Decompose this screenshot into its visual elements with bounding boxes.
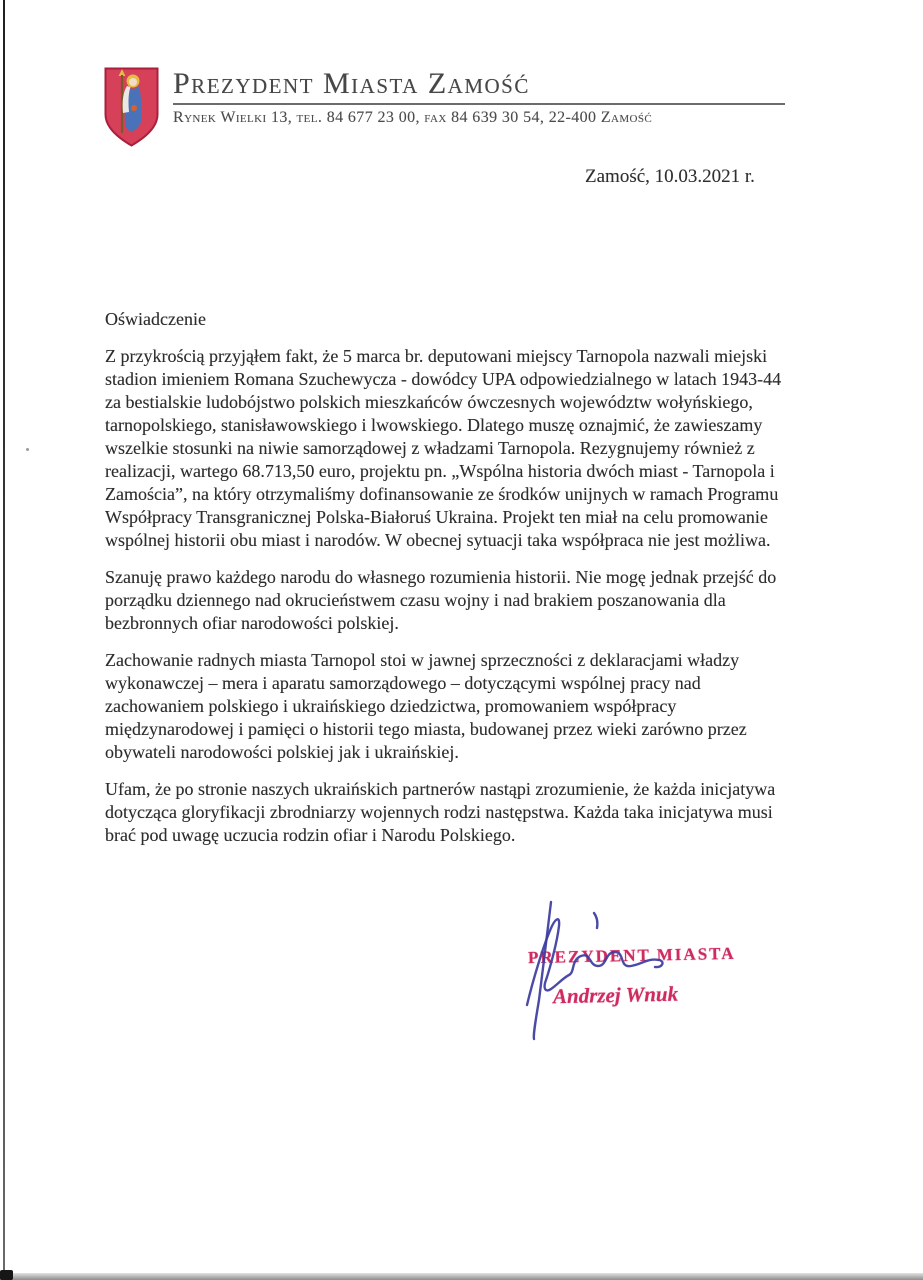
handwritten-signature-ink-icon [500,888,745,1053]
text-line: zachowaniem polskiego i ukraińskiego dziedzictwa, promowaniem współpracy [105,696,677,716]
paragraph [105,566,850,635]
sender-title: Prezydent Miasta Zamość [173,67,530,100]
text-line: Z przykrością przyjąłem fakt, że 5 marca br. deputowani miejscy Tarnopola nazwali miejski [105,346,768,366]
letterhead [103,66,785,148]
letter-date: Zamość, 10.03.2021 r. [585,166,755,187]
zamosc-coat-of-arms-icon [103,66,160,148]
text-line: międzynarodowej i pamięci o historii tego miasta, budowanej przez wieki zarówno przez [105,719,747,739]
text-line: Ufam, że po stronie naszych ukraińskich partnerów nastąpi zrozumienie, że każda inicjatywa [105,779,776,799]
scan-edge-artifact-bottom [0,1273,923,1280]
text-line: tarnopolskiego, stanisławowskiego i lwowskiego. Dlatego muszę oznajmić, że zawieszamy [105,415,763,435]
text-line: realizacji, wartego 68.713,50 euro, projektu pn. „Wspólna historia dwóch miast - Tarnopola i [105,461,775,481]
text-line: stadion imieniem Romana Szuchewycza - dowódcy UPA odpowiedzialnego w latach 1943-44 [105,369,782,389]
text-line: porządku dziennego nad okrucieństwem czasu wojny i nad brakiem poszanowania dla [105,590,726,610]
paragraph [105,778,850,847]
text-line: obywateli narodowości polskiej jak i ukraińskiej. [105,742,459,762]
scan-artifact-blob [0,1270,13,1280]
stamp-office-title: PREZYDENT MIASTA [527,943,736,968]
scan-edge-artifact-left [3,0,5,1274]
letter-body [105,308,850,861]
text-line: wykonawczej – mera i aparatu samorządowego – dotyczącymi wspólnej pracy nad [105,673,701,693]
text-line: wszelkie stosunki na niwie samorządowej z władzami Tarnopola. Rezygnujemy również z [105,438,755,458]
paragraph [105,345,850,552]
signature-block [500,888,745,1053]
letterhead-rule [173,103,785,105]
text-line: Szanuję prawo każdego narodu do własnego rozumienia historii. Nie mogę jednak przejść do [105,567,777,587]
paragraph [105,649,850,764]
letterhead-text [173,66,785,148]
stamp-signer-name: Andrzej Wnuk [552,981,679,1009]
text-line: Zachowanie radnych miasta Tarnopol stoi w jawnej sprzeczności z deklaracjami władzy [105,650,740,670]
scan-speck [26,448,29,451]
text-line: dotycząca gloryfikacji zbrodniarzy wojennych rodzi następstwa. Każda taka inicjatywa musi [105,802,773,822]
sender-address: Rynek Wielki 13, tel. 84 677 23 00, fax 84 639 30 54, 22-400 Zamość [173,109,653,126]
text-line: za bestialskie ludobójstwo polskich mieszkańców ówczesnych województw wołyńskiego, [105,392,753,412]
text-line: bezbronnych ofiar narodowości polskiej. [105,613,399,633]
letter-heading: Oświadczenie [105,309,206,329]
text-line: Zamościa”, na który otrzymaliśmy dofinansowanie ze środków unijnych w ramach Programu [105,484,779,504]
text-line: wspólnej historii obu miast i narodów. W obecnej sytuacji taka współpraca nie jest możliwa. [105,530,771,550]
text-line: Współpracy Transgranicznej Polska-Białoruś Ukraina. Projekt ten miał na celu promowanie [105,507,768,527]
letter-paragraphs [105,345,850,847]
text-line: brać pod uwagę uczucia rodzin ofiar i Narodu Polskiego. [105,825,516,845]
